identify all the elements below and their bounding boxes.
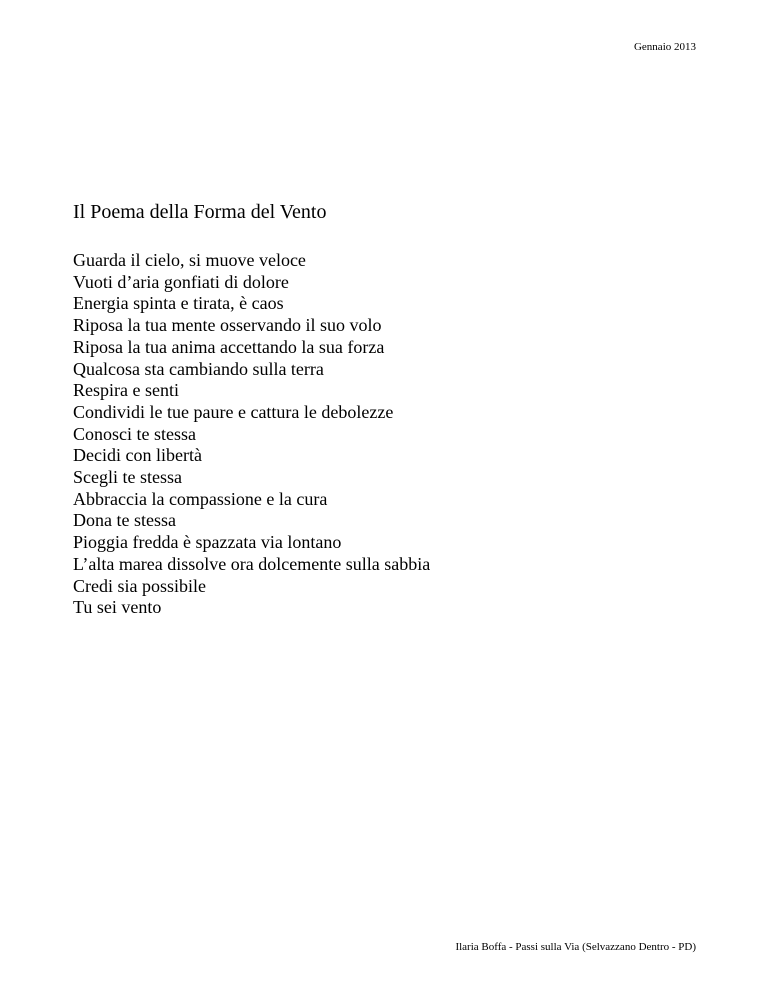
header-date: Gennaio 2013 (633, 41, 696, 53)
poem-line: Decidi con libertà (73, 445, 202, 466)
poem-line: Dona te stessa (73, 510, 176, 531)
poem-line: Guarda il cielo, si muove veloce (73, 250, 306, 270)
poem-body (73, 250, 430, 619)
poem-line: Credi sia possibile (73, 575, 206, 596)
poem-line: Abbraccia la compassione e la cura (73, 488, 328, 509)
poem-line: Condividi le tue paure e cattura le debolezze (73, 401, 394, 422)
poem-line: Conosci te stessa (73, 423, 196, 444)
poem-line: Pioggia fredda è spazzata via lontano (73, 532, 342, 553)
poem-line: Riposa la tua anima accettando la sua forza (73, 336, 385, 357)
poem-line: Scegli te stessa (73, 467, 182, 488)
poem-line: L’alta marea dissolve ora dolcemente sulla sabbia (73, 553, 431, 574)
poem-line: Qualcosa sta cambiando sulla terra (73, 358, 324, 379)
poem-title: Il Poema della Forma del Vento (73, 201, 327, 223)
footer-credit: Ilaria Boffa - Passi sulla Via (Selvazzano Dentro - PD) (455, 941, 696, 953)
poem-line: Energia spinta e tirata, è caos (73, 293, 284, 314)
poem-line: Riposa la tua mente osservando il suo volo (73, 315, 382, 336)
poem-line: Vuoti d’aria gonfiati di dolore (73, 271, 289, 292)
poem-line: Respira e senti (73, 380, 179, 401)
poem-line: Tu sei vento (73, 597, 162, 618)
